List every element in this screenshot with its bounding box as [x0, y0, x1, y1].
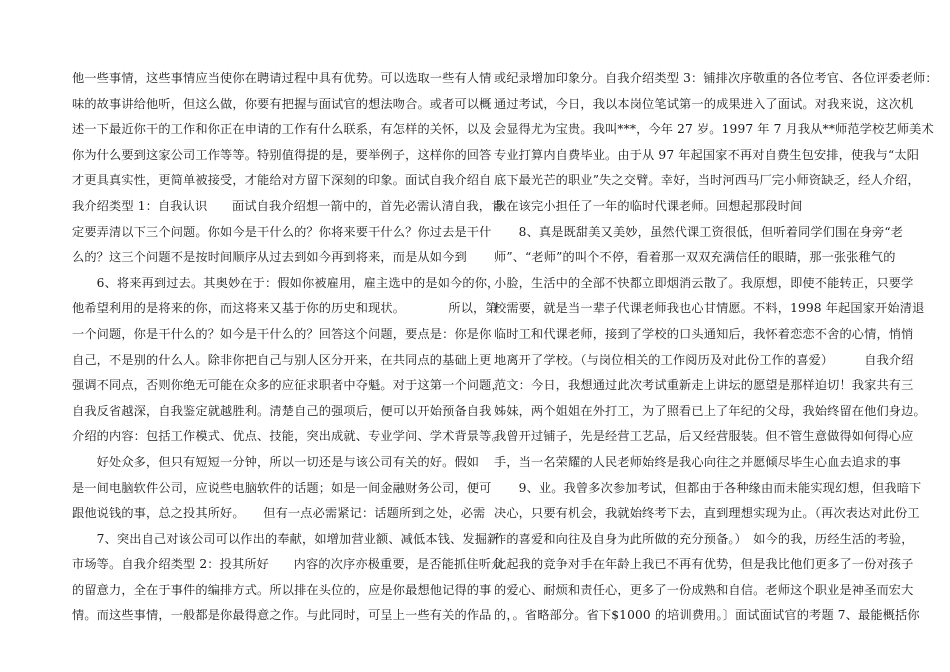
text-line: 述一下最近你干的工作和你正在申请的工作有什么联系，有怎样的关怀，以及 [72, 122, 492, 137]
left-text-column [72, 66, 504, 629]
text-line: 强调不同点，否则你绝无可能在众多的应征求职者中夺魁。对于这第一个问题， [72, 378, 504, 393]
text-line: 范文：今日，我想通过此次考试重新走上讲坛的愿望是那样迫切！我家共有三 [494, 378, 914, 393]
text-line: 我在该完小担任了一年的临时代课老师。回想起那段时间 [494, 198, 803, 213]
text-line: 6、将来再到过去。其奥妙在于：假如你被雇用，雇主选中的是如今的你， [72, 275, 500, 290]
text-line: 8、真是既甜美又美妙，虽然代课工资很低，但听着同学们围在身旁“老 [494, 224, 904, 239]
text-line: 或纪录增加印象分。自我介绍类型 3：铺排次序敬重的各位考官、各位评委老师： [494, 71, 938, 85]
text-line: 他希望利用的是将来的你，而这将来又基于你的历史和现状。 所以，第 [72, 301, 498, 316]
text-line: 姊妹，两个姐姐在外打工，为了照看已上了年纪的父母，我始终留在他们身边。 [494, 403, 926, 418]
text-line: 我介绍类型 1：自我认识 面试自我介绍想一箭中的，首先必需认清自我，肯 [72, 198, 504, 213]
text-line: 情。而这些事情，一般都是你最得意之作。与此同时，可呈上一些有关的作品 [72, 608, 492, 623]
text-line: 比起我的竞争对手在年龄上我已不再有优势，但是我比他们更多了一份对孩子 [494, 557, 914, 572]
text-line: 我曾开过铺子，先是经营工艺品，后又经营服装。但不管生意做得如何得心应 [494, 429, 914, 444]
text-line: 的留意力，全在于事件的编排方式。所以排在头位的，应是你最想他记得的事 [72, 582, 492, 597]
text-line: 的爱心、耐烦和责任心，更多了一份成熟和自信。老师这个职业是神圣而宏大 [494, 582, 914, 597]
text-line: 9、业。我曾多次参加考试，但都由于各种缘由而未能实现幻想，但我暗下 [494, 480, 922, 495]
text-line: 么的？这三个问题不是按时间顺序从过去到如今再到将来，而是从如今到 [72, 250, 467, 265]
text-line: 自己，不是别的什么人。除非你把自己与别人区分开来，在共同点的基础上更 [72, 352, 492, 367]
text-line: 你为什么要到这家公司工作等等。特别值得提的是，要举例子，这样你的回答 [72, 147, 492, 162]
text-line: 的，。省略部分。省下$1000 的培训费用。〕面试面试官的考题 7、最能概括你 [494, 608, 920, 623]
text-line: 临时工和代课老师，接到了学校的口头通知后，我怀着恋恋不舍的心情，悄悄 [494, 326, 914, 341]
text-line: 定要弄清以下三个问题。你如今是干什么的？你将来要干什么？你过去是干什 [72, 224, 492, 239]
text-line: 小脸，生活中的全部不快都立即烟消云散了。我原想，即使不能转正，只要学 [494, 275, 914, 290]
text-line: 味的故事讲给他听，但这么做，你要有把握与面试官的想法吻合。或者可以概 [72, 96, 492, 111]
text-line: 决心，只要有机会，我就始终考下去，直到理想实现为止。（再次表达对此份工 [494, 506, 920, 521]
text-line: 市场等。自我介绍类型 2：投其所好 内容的次序亦极重要，是否能抓住听众 [72, 557, 504, 572]
text-line: 介绍的内容：包括工作模式、优点、技能，突出成就、专业学问、学术背景等。 [72, 429, 504, 444]
text-line: 通过考试，今日，我以本岗位笔试第一的成果进入了面试。对我来说，这次机 [494, 96, 914, 111]
text-line: 自我反省越深，自我鉴定就越胜利。清楚自己的强项后，便可以开始预备自我 [72, 403, 492, 418]
text-line: 好处众多，但只有短短一分钟，所以一切还是与该公司有关的好。假如 [72, 454, 480, 469]
text-line: 是一间电脑软件公司，应说些电脑软件的话题；如是一间金融财务公司，便可 [72, 480, 492, 495]
text-line: 他一些事情，这些事情应当使你在聘请过程中具有优势。可以选取一些有人情 [72, 71, 492, 85]
text-line: 校需要，就是当一辈子代课老师我也心甘情愿。不料，1998 年起国家开始清退 [494, 301, 925, 316]
text-line: 7、突出自己对该公司可以作出的奉献，如增加营业额、减低本钱、发掘新 [72, 531, 500, 546]
text-line: 专业打算内自费毕业。由于从 97 年起国家不再对自费生包安排，使我与“太阳 [494, 147, 920, 162]
text-line: 底下最光芒的职业”失之交臂。幸好，当时河西马厂完小师资缺乏，经人介绍， [494, 173, 920, 188]
right-text-column [494, 66, 938, 629]
text-line: 地离开了学校。（与岗位相关的工作阅历及对此份工作的喜爱） 自我介绍 [494, 352, 914, 367]
text-line: 师”、“老师”的叫个不停，看着那一双双充满信任的眼睛，那一张张稚气的 [494, 250, 896, 265]
text-line: 会显得尤为宝贵。我叫***，今年 27 岁。1997 年 7 月我从**师范学校艺师美术 [494, 122, 934, 137]
text-line: 手，当一名荣耀的人民老师始终是我心向往之并愿倾尽毕生心血去追求的事 [494, 454, 902, 469]
text-line: 跟他说钱的事，总之投其所好。 但有一点必需紧记：话题所到之处，必需 [72, 506, 486, 521]
text-line: 作的喜爱和向往及自身为此所做的充分预备。） 如今的我，历经生活的考验， [494, 531, 914, 546]
text-line: 一个问题，你是干什么的？如今是干什么的？回答这个问题，要点是：你是你 [72, 326, 492, 341]
text-line: 才更具真实性，更简单被接受，才能给对方留下深刻的印象。面试自我介绍自 [72, 173, 492, 188]
